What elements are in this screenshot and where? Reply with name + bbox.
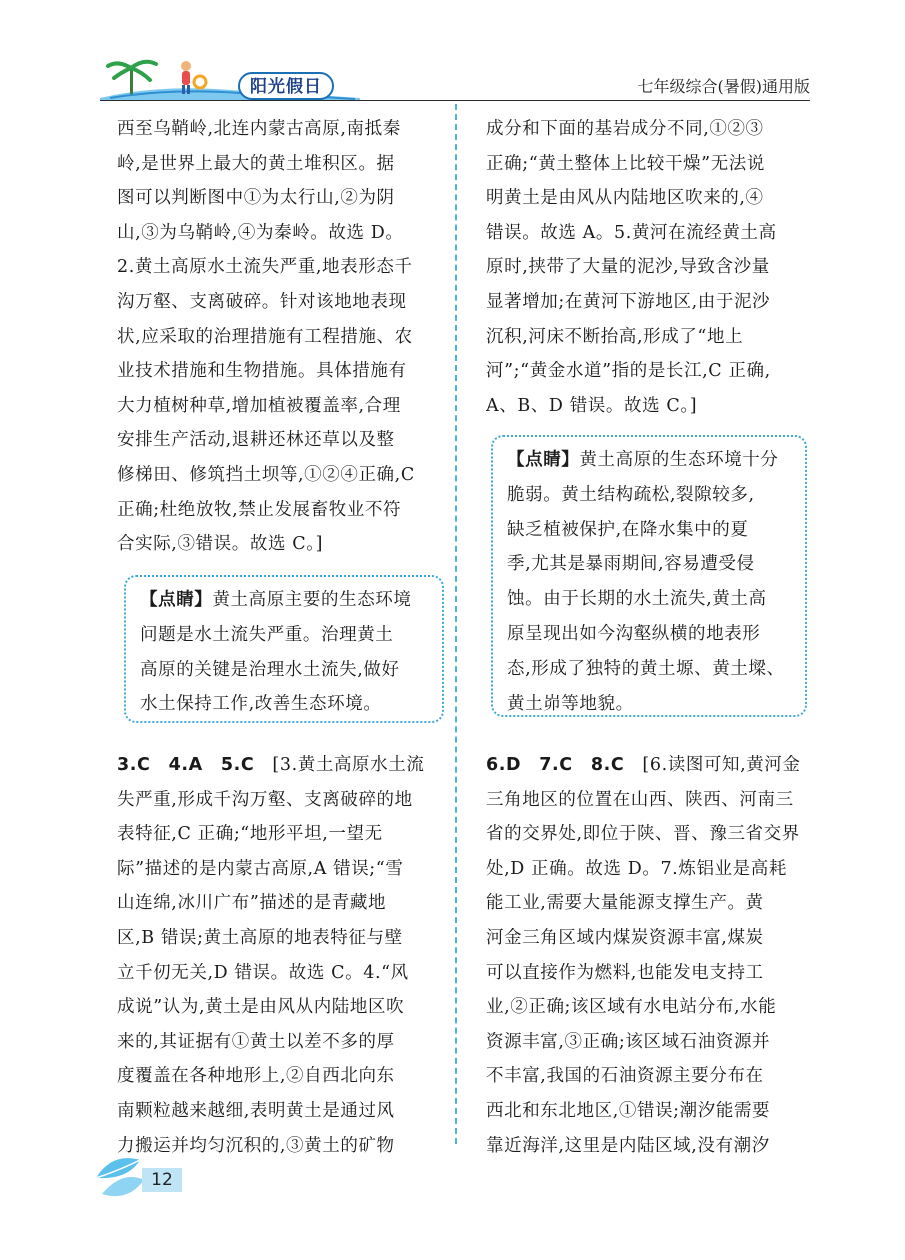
text-line: 失严重,形成千沟万壑、支离破碎的地: [117, 789, 413, 810]
text-line: 河金三角区域内煤炭资源丰富,煤炭: [486, 927, 764, 948]
text-line: 际”描述的是内蒙古高原,A 错误;“雪: [117, 858, 404, 879]
header-rule: [100, 100, 810, 101]
text-line: 业,②正确;该区域有水电站分布,水能: [486, 997, 777, 1018]
text-line: 显著增加;在黄河下游地区,由于泥沙: [486, 291, 771, 312]
text-line: 西至乌鞘岭,北连内蒙古高原,南抵秦: [117, 119, 401, 139]
brand-title: 阳光假日: [238, 72, 334, 100]
text-line: 沉积,河床不断抬高,形成了“地上: [486, 326, 744, 347]
text-line: 山连绵,冰川广布”描述的是青藏地: [117, 893, 387, 914]
text-line: 山,③为乌鞘岭,④为秦岭。故选 D。: [117, 222, 404, 243]
answer-key: 6.D 7.C 8.C: [486, 755, 625, 775]
text-line: 高原的关键是治理水土流失,做好: [140, 659, 400, 680]
text-line: 脆弱。黄土结构疏松,裂隙较多,: [507, 484, 755, 505]
text-line: 合实际,③错误。故选 C。]: [117, 534, 323, 555]
edition-label: 七年级综合(暑假)通用版: [637, 77, 810, 96]
text-line: 态,形成了独特的黄土塬、黄土墚、: [507, 658, 785, 679]
text-line: [6.读图可知,黄河金: [642, 755, 801, 775]
text-line: 成分和下面的基岩成分不同,①②③: [486, 119, 764, 139]
tip-box-left: [124, 575, 444, 723]
text-line: 省的交界处,即位于陕、晋、豫三省交界: [486, 824, 800, 845]
text-line: 正确;杜绝放牧,禁止发展畜牧业不符: [117, 499, 402, 520]
text-line: 岭,是世界上最大的黄土堆积区。据: [117, 153, 395, 174]
text-line: 错误。故选 A。5.黄河在流经黄土高: [486, 222, 777, 243]
text-line: 图可以判断图中①为太行山,②为阴: [117, 188, 395, 209]
text-line: A、B、D 错误。故选 C。]: [486, 395, 698, 416]
text-line: 问题是水土流失严重。治理黄土: [140, 624, 394, 645]
right-column-bottom: [486, 748, 816, 1163]
left-column-top: [117, 112, 447, 562]
text-line: 状,应采取的治理措施有工程措施、农: [117, 326, 413, 347]
text-line: 安排生产活动,退耕还林还草以及整: [117, 430, 395, 451]
text-line: 正确;“黄土整体上比较干燥”无法说: [486, 153, 765, 174]
text-line: 缺乏植被保护,在降水集中的夏: [507, 519, 749, 540]
right-column-top: [486, 112, 816, 423]
text-line: 沟万壑、支离破碎。针对该地地表现: [117, 291, 407, 312]
text-line: 靠近海洋,这里是内陆区域,没有潮汐: [486, 1135, 770, 1156]
tip-tag: 【点睛】: [140, 590, 213, 610]
text-line: 黄土高原的生态环境十分: [579, 450, 779, 470]
text-line: 力搬运并均匀沉积的,③黄土的矿物: [117, 1135, 395, 1156]
text-line: 黄土高原主要的生态环境: [212, 590, 412, 610]
text-line: 季,尤其是暴雨期间,容易遭受侵: [507, 554, 755, 575]
text-line: 成说”认为,黄土是由风从内陆地区吹: [117, 997, 405, 1018]
text-line: 度覆盖在各种地形上,②自西北向东: [117, 1066, 395, 1087]
column-divider: [455, 104, 457, 1144]
text-line: 黄土峁等地貌。: [507, 693, 634, 714]
text-line: 明黄土是由风从内陆地区吹来的,④: [486, 188, 764, 209]
text-line: 表特征,C 正确;“地形平坦,一望无: [117, 824, 383, 845]
page-header: [0, 0, 905, 100]
text-line: 处,D 正确。故选 D。7.炼铝业是高耗: [486, 858, 787, 879]
text-line: 业技术措施和生物措施。具体措施有: [117, 361, 407, 382]
tip-box-right: [491, 435, 807, 717]
text-line: 河”;“黄金水道”指的是长江,C 正确,: [486, 361, 771, 382]
text-line: 区,B 错误;黄土高原的地表特征与壁: [117, 927, 403, 948]
text-line: 水土保持工作,改善生态环境。: [140, 694, 382, 715]
left-column-bottom: [117, 748, 447, 1163]
text-line: 南颗粒越来越细,表明黄土是通过风: [117, 1100, 395, 1121]
text-line: 来的,其证据有①黄土以差不多的厚: [117, 1031, 395, 1052]
text-line: 原时,挟带了大量的泥沙,导致含沙量: [486, 257, 770, 278]
text-line: 不丰富,我国的石油资源主要分布在: [486, 1066, 764, 1087]
text-line: 三角地区的位置在山西、陕西、河南三: [486, 789, 794, 810]
text-line: 原呈现出如今沟壑纵横的地表形: [507, 623, 761, 644]
tip-tag: 【点睛】: [507, 450, 580, 470]
text-line: 2.黄土高原水土流失严重,地表形态千: [117, 257, 413, 278]
text-line: 蚀。由于长期的水土流失,黄土高: [507, 589, 767, 610]
text-line: 立千仞无关,D 错误。故选 C。4.“风: [117, 962, 409, 983]
text-line: 能工业,需要大量能源支撑生产。黄: [486, 893, 764, 914]
text-line: 资源丰富,③正确;该区域石油资源并: [486, 1031, 771, 1052]
text-line: 可以直接作为燃料,也能发电支持工: [486, 962, 764, 983]
page-number: 12: [142, 1168, 182, 1192]
text-line: 修梯田、修筑挡土坝等,①②④正确,C: [117, 464, 415, 485]
text-line: 西北和东北地区,①错误;潮汐能需要: [486, 1100, 771, 1121]
text-line: 大力植树种草,增加植被覆盖率,合理: [117, 395, 401, 416]
text-line: [3.黄土高原水土流: [272, 755, 425, 775]
answer-key: 3.C 4.A 5.C: [117, 755, 255, 775]
